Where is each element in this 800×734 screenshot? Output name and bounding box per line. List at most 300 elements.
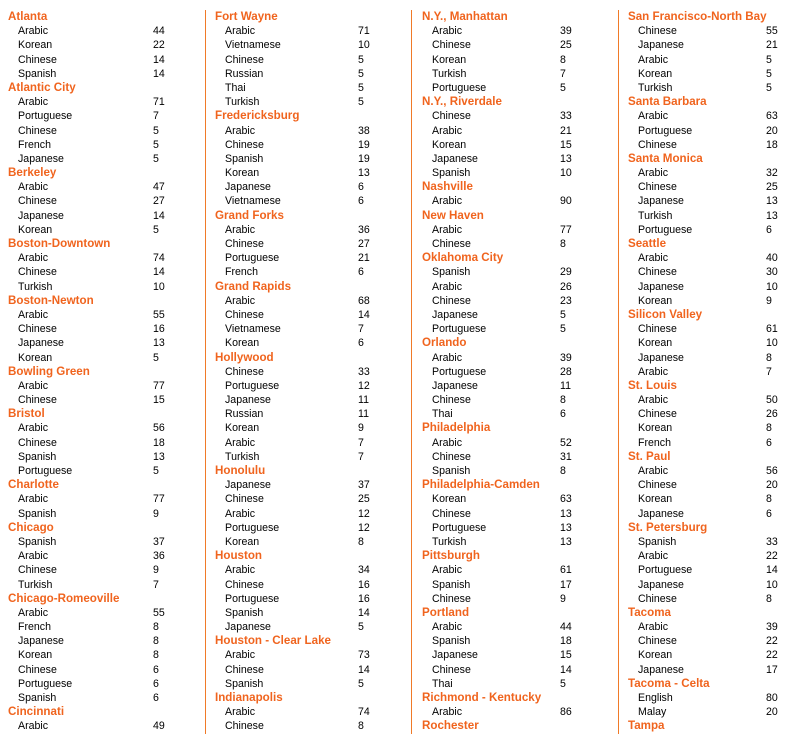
language-count: 9 bbox=[153, 507, 159, 520]
language-row bbox=[422, 294, 618, 308]
language-row bbox=[628, 265, 800, 279]
language-count: 13 bbox=[560, 507, 572, 520]
language-row bbox=[422, 648, 618, 662]
column-4 bbox=[628, 10, 800, 734]
language-row bbox=[8, 563, 205, 577]
language-row bbox=[8, 663, 205, 677]
language-name: Chinese bbox=[638, 25, 677, 38]
language-name: Korean bbox=[18, 39, 53, 52]
language-row bbox=[422, 677, 618, 691]
language-count: 11 bbox=[358, 408, 369, 421]
language-name: Arabic bbox=[225, 649, 256, 662]
language-name: Chinese bbox=[18, 53, 57, 66]
language-row bbox=[422, 379, 618, 393]
language-count: 16 bbox=[153, 323, 165, 336]
language-row bbox=[215, 719, 411, 733]
language-name: Chinese bbox=[432, 39, 471, 52]
language-count: 13 bbox=[153, 337, 165, 350]
language-count: 55 bbox=[153, 606, 165, 619]
language-count: 63 bbox=[766, 110, 778, 123]
language-row bbox=[215, 336, 411, 350]
city-heading: Atlanta bbox=[8, 10, 48, 23]
language-name: Arabic bbox=[225, 25, 256, 38]
language-name: Korean bbox=[638, 67, 673, 80]
language-count: 7 bbox=[560, 67, 566, 80]
language-count: 18 bbox=[153, 436, 165, 449]
language-count: 77 bbox=[153, 379, 165, 392]
language-name: Chinese bbox=[638, 181, 677, 194]
city-heading: Tacoma bbox=[628, 605, 671, 619]
language-name: Arabic bbox=[225, 564, 256, 577]
city-heading: Chicago bbox=[8, 520, 54, 534]
language-count: 7 bbox=[358, 436, 364, 449]
language-name: Chinese bbox=[432, 110, 471, 123]
language-row bbox=[8, 209, 205, 223]
language-count: 15 bbox=[560, 138, 572, 151]
language-row bbox=[8, 138, 205, 152]
city-heading: Honolulu bbox=[215, 464, 266, 477]
language-name: French bbox=[638, 436, 671, 449]
language-row bbox=[422, 166, 618, 180]
language-row bbox=[422, 464, 618, 478]
language-row bbox=[215, 95, 411, 109]
language-row bbox=[215, 393, 411, 407]
language-name: Arabic bbox=[225, 294, 256, 307]
language-row bbox=[215, 677, 411, 691]
language-row bbox=[215, 379, 411, 393]
language-row bbox=[8, 109, 205, 123]
language-count: 15 bbox=[153, 394, 165, 407]
language-count: 5 bbox=[358, 53, 364, 66]
language-count: 52 bbox=[560, 436, 572, 449]
language-name: Russian bbox=[225, 408, 264, 421]
language-row bbox=[628, 421, 800, 435]
city-heading: Santa Monica bbox=[628, 151, 703, 165]
language-name: Arabic bbox=[18, 252, 49, 265]
language-row bbox=[8, 719, 205, 733]
language-count: 50 bbox=[766, 394, 778, 407]
language-count: 74 bbox=[358, 706, 370, 719]
language-name: Japanese bbox=[432, 379, 478, 392]
language-count: 14 bbox=[358, 606, 370, 619]
language-count: 9 bbox=[153, 564, 159, 577]
language-name: Chinese bbox=[18, 663, 57, 676]
language-name: Portuguese bbox=[638, 564, 693, 577]
language-row bbox=[215, 38, 411, 52]
language-count: 20 bbox=[766, 706, 778, 719]
language-name: Chinese bbox=[638, 138, 677, 151]
language-row bbox=[8, 606, 205, 620]
language-row bbox=[215, 521, 411, 535]
language-count: 13 bbox=[358, 167, 370, 180]
city-heading: Berkeley bbox=[8, 166, 57, 180]
language-count: 5 bbox=[153, 138, 159, 151]
language-name: Japanese bbox=[432, 649, 478, 662]
language-count: 33 bbox=[766, 535, 778, 548]
language-name: Spanish bbox=[18, 450, 57, 463]
language-row bbox=[628, 138, 800, 152]
language-row bbox=[628, 478, 800, 492]
language-count: 5 bbox=[560, 308, 566, 321]
language-row bbox=[628, 507, 800, 521]
language-name: Russian bbox=[225, 67, 264, 80]
language-name: Chinese bbox=[432, 238, 471, 250]
language-name: English bbox=[638, 692, 673, 704]
language-name: Portuguese bbox=[18, 677, 73, 690]
language-name: Arabic bbox=[18, 606, 49, 619]
language-row bbox=[628, 223, 800, 237]
language-row bbox=[215, 194, 411, 208]
language-count: 25 bbox=[358, 493, 370, 506]
language-name: Spanish bbox=[432, 167, 471, 180]
language-row bbox=[8, 280, 205, 294]
language-name: Portuguese bbox=[432, 521, 487, 534]
city-heading: Boston-Downtown bbox=[8, 237, 111, 250]
city-heading: Philadelphia bbox=[422, 421, 491, 435]
language-name: Vietnamese bbox=[225, 195, 281, 208]
language-name: Korean bbox=[432, 493, 467, 506]
language-count: 10 bbox=[358, 39, 370, 52]
language-row bbox=[422, 38, 618, 52]
language-row bbox=[422, 492, 618, 506]
language-name: Arabic bbox=[18, 181, 49, 194]
language-name: Portuguese bbox=[432, 365, 487, 378]
language-name: Japanese bbox=[18, 337, 64, 350]
language-row bbox=[8, 251, 205, 265]
language-count: 22 bbox=[766, 550, 778, 563]
language-count: 56 bbox=[766, 465, 778, 477]
language-row bbox=[8, 634, 205, 648]
city-heading: Cincinnati bbox=[8, 705, 65, 719]
language-name: Korean bbox=[225, 337, 260, 350]
language-row bbox=[8, 194, 205, 208]
language-row bbox=[8, 180, 205, 194]
language-name: Arabic bbox=[638, 252, 669, 265]
language-count: 5 bbox=[766, 67, 772, 80]
language-count: 5 bbox=[358, 621, 364, 634]
language-row bbox=[628, 407, 800, 421]
language-count: 8 bbox=[560, 465, 566, 477]
language-count: 10 bbox=[560, 167, 572, 180]
language-name: Thai bbox=[225, 81, 246, 94]
language-count: 11 bbox=[560, 379, 571, 392]
language-count: 20 bbox=[766, 479, 778, 492]
language-count: 12 bbox=[358, 507, 370, 520]
language-name: Arabic bbox=[225, 124, 256, 137]
language-row bbox=[628, 492, 800, 506]
language-name: Arabic bbox=[638, 167, 669, 180]
language-row bbox=[628, 464, 800, 478]
city-heading: Rochester bbox=[422, 719, 479, 733]
city-heading: Houston - Clear Lake bbox=[215, 634, 331, 648]
language-row bbox=[215, 492, 411, 506]
language-row bbox=[422, 705, 618, 719]
language-count: 13 bbox=[560, 152, 572, 165]
city-heading: Grand Rapids bbox=[215, 279, 292, 293]
language-row bbox=[628, 592, 800, 606]
language-row bbox=[422, 53, 618, 67]
language-name: Spanish bbox=[432, 266, 471, 279]
language-row bbox=[215, 436, 411, 450]
language-name: Chinese bbox=[18, 436, 57, 449]
city-heading: Atlantic City bbox=[8, 80, 76, 94]
city-heading: Orlando bbox=[422, 336, 467, 350]
language-count: 68 bbox=[358, 294, 370, 307]
language-count: 18 bbox=[766, 138, 778, 151]
language-name: Portuguese bbox=[225, 592, 280, 605]
language-row bbox=[628, 336, 800, 350]
language-count: 14 bbox=[153, 67, 165, 80]
language-count: 10 bbox=[766, 578, 778, 591]
language-row bbox=[628, 280, 800, 294]
language-name: Arabic bbox=[638, 550, 669, 563]
language-count: 49 bbox=[153, 720, 165, 733]
language-name: Thai bbox=[432, 677, 453, 690]
language-row bbox=[422, 194, 618, 208]
language-name: Portuguese bbox=[432, 81, 487, 94]
language-count: 33 bbox=[358, 365, 370, 378]
language-count: 6 bbox=[153, 692, 159, 704]
language-row bbox=[8, 677, 205, 691]
language-row bbox=[422, 308, 618, 322]
language-row bbox=[8, 38, 205, 52]
language-row bbox=[628, 634, 800, 648]
language-name: Chinese bbox=[18, 266, 57, 279]
language-name: Arabic bbox=[638, 53, 669, 66]
language-count: 22 bbox=[766, 635, 778, 648]
language-row bbox=[215, 705, 411, 719]
language-name: Chinese bbox=[225, 365, 264, 378]
language-count: 19 bbox=[358, 138, 370, 151]
language-name: Arabic bbox=[225, 223, 256, 236]
language-row bbox=[422, 407, 618, 421]
language-row bbox=[628, 563, 800, 577]
language-row bbox=[8, 53, 205, 67]
language-row bbox=[215, 180, 411, 194]
language-row bbox=[628, 109, 800, 123]
language-name: Japanese bbox=[638, 280, 684, 293]
language-name: Portuguese bbox=[225, 521, 280, 534]
language-name: Arabic bbox=[18, 25, 49, 38]
language-name: Korean bbox=[18, 223, 53, 236]
language-count: 22 bbox=[766, 649, 778, 662]
language-count: 61 bbox=[766, 323, 778, 336]
city-heading: Indianapolis bbox=[215, 691, 283, 704]
language-name: Arabic bbox=[225, 436, 256, 449]
language-name: Spanish bbox=[432, 635, 471, 648]
column-2 bbox=[215, 10, 412, 734]
language-name: Turkish bbox=[638, 209, 673, 222]
language-count: 6 bbox=[560, 408, 566, 421]
language-name: Korean bbox=[638, 337, 673, 350]
language-row bbox=[422, 351, 618, 365]
language-count: 16 bbox=[358, 578, 370, 591]
language-row bbox=[215, 450, 411, 464]
language-row bbox=[422, 365, 618, 379]
language-name: Chinese bbox=[432, 592, 471, 605]
language-count: 14 bbox=[766, 564, 778, 577]
language-count: 47 bbox=[153, 181, 165, 194]
language-name: Chinese bbox=[225, 493, 264, 506]
language-row bbox=[8, 308, 205, 322]
language-count: 13 bbox=[153, 450, 165, 463]
language-row bbox=[8, 549, 205, 563]
language-count: 5 bbox=[153, 223, 159, 236]
language-row bbox=[8, 336, 205, 350]
language-count: 28 bbox=[560, 365, 572, 378]
language-row bbox=[628, 81, 800, 95]
language-count: 5 bbox=[153, 124, 159, 137]
city-heading: Boston-Newton bbox=[8, 293, 94, 307]
language-row bbox=[628, 549, 800, 563]
language-name: Arabic bbox=[432, 280, 463, 293]
language-count: 8 bbox=[766, 493, 772, 506]
language-row bbox=[422, 124, 618, 138]
language-row bbox=[8, 620, 205, 634]
language-count: 12 bbox=[358, 521, 370, 534]
language-row bbox=[422, 507, 618, 521]
language-row bbox=[422, 620, 618, 634]
language-row bbox=[215, 620, 411, 634]
language-name: Spanish bbox=[18, 67, 57, 80]
language-row bbox=[215, 294, 411, 308]
language-row bbox=[8, 450, 205, 464]
language-count: 13 bbox=[560, 521, 572, 534]
language-name: Japanese bbox=[432, 152, 478, 165]
language-name: Chinese bbox=[225, 238, 264, 250]
language-row bbox=[215, 152, 411, 166]
language-name: Arabic bbox=[432, 351, 463, 364]
language-row bbox=[8, 67, 205, 81]
language-name: Thai bbox=[432, 408, 453, 421]
language-row bbox=[8, 124, 205, 138]
language-row bbox=[422, 393, 618, 407]
language-row bbox=[8, 223, 205, 237]
language-count: 13 bbox=[766, 195, 778, 208]
language-row bbox=[422, 535, 618, 549]
language-row bbox=[628, 38, 800, 52]
language-row bbox=[215, 507, 411, 521]
language-row bbox=[628, 166, 800, 180]
language-name: Chinese bbox=[18, 195, 57, 208]
language-row bbox=[628, 535, 800, 549]
language-name: Arabic bbox=[18, 379, 49, 392]
language-row bbox=[215, 578, 411, 592]
city-heading: New Haven bbox=[422, 208, 484, 222]
language-count: 13 bbox=[766, 209, 778, 222]
language-count: 15 bbox=[560, 649, 572, 662]
language-row bbox=[215, 67, 411, 81]
language-row bbox=[628, 663, 800, 677]
language-count: 6 bbox=[358, 266, 364, 279]
language-count: 44 bbox=[153, 25, 165, 38]
language-count: 8 bbox=[766, 422, 772, 435]
language-row bbox=[8, 492, 205, 506]
city-heading: Fort Wayne bbox=[215, 10, 278, 23]
language-row bbox=[8, 436, 205, 450]
language-name: Korean bbox=[18, 649, 53, 662]
language-row bbox=[628, 578, 800, 592]
language-count: 25 bbox=[766, 181, 778, 194]
language-count: 8 bbox=[560, 394, 566, 407]
language-count: 16 bbox=[358, 592, 370, 605]
language-row bbox=[215, 535, 411, 549]
language-name: Japanese bbox=[18, 152, 64, 165]
language-count: 32 bbox=[766, 167, 778, 180]
language-name: Turkish bbox=[225, 450, 260, 463]
language-row bbox=[628, 194, 800, 208]
language-count: 63 bbox=[560, 493, 572, 506]
language-name: Spanish bbox=[225, 606, 264, 619]
language-row bbox=[422, 322, 618, 336]
language-count: 33 bbox=[560, 110, 572, 123]
language-count: 86 bbox=[560, 706, 572, 719]
language-name: Arabic bbox=[18, 720, 49, 733]
language-row bbox=[215, 421, 411, 435]
city-heading: Tampa bbox=[628, 719, 665, 733]
language-name: Chinese bbox=[225, 308, 264, 321]
language-row bbox=[628, 648, 800, 662]
language-count: 37 bbox=[358, 479, 370, 492]
language-row bbox=[628, 209, 800, 223]
language-count: 5 bbox=[560, 81, 566, 94]
language-count: 7 bbox=[153, 578, 159, 591]
language-count: 8 bbox=[153, 621, 159, 634]
language-name: Portuguese bbox=[638, 223, 693, 236]
language-count: 14 bbox=[560, 663, 572, 676]
language-row bbox=[8, 379, 205, 393]
language-row bbox=[215, 365, 411, 379]
language-row bbox=[215, 265, 411, 279]
language-row bbox=[215, 223, 411, 237]
city-heading: Pittsburgh bbox=[422, 549, 480, 563]
language-name: Chinese bbox=[432, 294, 471, 307]
city-heading: Bristol bbox=[8, 407, 45, 421]
language-row bbox=[215, 478, 411, 492]
language-name: Arabic bbox=[432, 706, 463, 719]
language-count: 55 bbox=[153, 308, 165, 321]
language-name: Japanese bbox=[225, 479, 271, 492]
language-count: 8 bbox=[358, 535, 364, 548]
language-name: Chinese bbox=[638, 635, 677, 648]
language-name: Chinese bbox=[432, 507, 471, 520]
language-count: 61 bbox=[560, 564, 572, 577]
language-count: 22 bbox=[153, 39, 165, 52]
language-row bbox=[215, 81, 411, 95]
city-heading: Chicago-Romeoville bbox=[8, 591, 120, 605]
language-name: Chinese bbox=[432, 394, 471, 407]
language-name: Korean bbox=[638, 422, 673, 435]
language-count: 6 bbox=[153, 677, 159, 690]
language-row bbox=[8, 648, 205, 662]
language-name: Japanese bbox=[18, 209, 64, 222]
language-name: Chinese bbox=[432, 450, 471, 463]
language-name: Arabic bbox=[638, 621, 669, 634]
language-name: Spanish bbox=[638, 535, 677, 548]
language-row bbox=[215, 308, 411, 322]
language-count: 10 bbox=[766, 280, 778, 293]
language-row bbox=[8, 535, 205, 549]
language-count: 13 bbox=[560, 535, 572, 548]
language-count: 5 bbox=[153, 351, 159, 364]
language-name: Chinese bbox=[638, 323, 677, 336]
language-row bbox=[628, 393, 800, 407]
language-row bbox=[8, 95, 205, 109]
language-name: Korean bbox=[18, 351, 53, 364]
language-count: 5 bbox=[358, 81, 364, 94]
language-row bbox=[628, 294, 800, 308]
city-heading: San Francisco-North Bay bbox=[628, 10, 767, 23]
